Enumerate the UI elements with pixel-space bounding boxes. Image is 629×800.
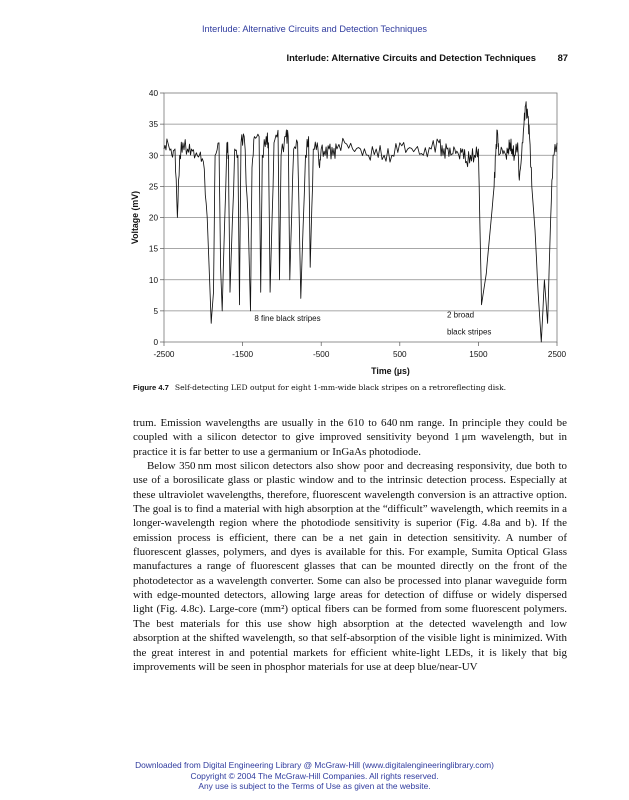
paragraph-2: Below 350 nm most silicon detectors also show poor and decreasing responsivity, due both to use of a borosilicate glass or plastic window and to the intrinsic detection process. Especially at these ultraviolet wavelengths, therefore, fluorescent wavelength conversion is an attractive option. The goal is to find a material with high absorption at the “difficult” wavelength, which reemits in a longer-wavelength region where the photodiode sensitivity is superior (Fig. 4.8a and b). If the emission process is efficient, there can be a net gain in detection sensitivity. A number of fluorescent glasses, polymers, and dyes is available for this. For example, Sumita Optical Glass manufactures a range of fluorescent glasses that can be mounted directly on the front of the photodetector as a wavelength converter. Some can also be processed into planar waveguide form with edge-mounted detectors, allowing large areas for detection of diffuse or widely dispersed light (Fig. 4.8c). Large-core (mm²) optical fibers can be formed from some fluorescent polymers. The best materials for this use show high absorption at the detected wavelength and low absorption at the shifted wavelength, so that self-absorption of the visible light is minimized. With the great interest in and potential markets for efficient white-light LEDs, it is likely that big improvements will be seen in phosphor materials for use at deep blue/near-UV <box>133 460 567 673</box>
y-tick-label: 0 <box>153 338 158 347</box>
x-axis-label: Time (µs) <box>371 366 410 376</box>
x-tick-label: 1500 <box>469 350 488 359</box>
body-text <box>133 416 567 674</box>
annotation-fine-stripes: 8 fine black stripes <box>254 313 321 323</box>
y-tick-label: 30 <box>148 151 158 161</box>
y-axis-label: Voltage (mV) <box>130 190 140 245</box>
footer-download-link[interactable]: Downloaded from Digital Engineering Library @ McGraw-Hill (www.digitalengineeringlibrary.com) <box>135 760 494 770</box>
x-tick-label: -2500 <box>153 350 175 359</box>
annotation-broad-stripes-line1: 2 broad <box>446 310 475 320</box>
running-title: Interlude: Alternative Circuits and Detection Techniques <box>286 52 536 63</box>
x-tick-label: -500 <box>313 350 330 359</box>
y-tick-label: 35 <box>148 120 158 130</box>
figure-caption <box>133 383 573 392</box>
y-tick-label: 20 <box>148 213 158 223</box>
series-line-led-output <box>164 102 557 342</box>
figure-caption-text: Self-detecting LED output for eight 1-mm-wide black stripes on a retroreflecting disk. <box>174 383 507 392</box>
x-tick-label: 2500 <box>547 350 567 359</box>
download-footer <box>0 760 629 792</box>
top-link[interactable]: Interlude: Alternative Circuits and Detection Techniques <box>201 24 428 34</box>
y-tick-label: 5 <box>153 306 158 316</box>
x-tick-label: -1500 <box>232 350 254 359</box>
footer-terms-link[interactable]: Any use is subject to the Terms of Use as given at the website. <box>198 781 431 791</box>
paragraph-1: trum. Emission wavelengths are usually in the 610 to 640 nm range. In principle they could be coupled with a silicon detector to give improved sensitivity beyond 1 μm wavelength, but in practice it is far better to use a germanium or InGaAs photodiode. <box>133 417 567 458</box>
figure-label: Figure 4.7 <box>133 383 169 392</box>
y-tick-label: 10 <box>148 275 158 285</box>
y-tick-label: 40 <box>148 89 158 98</box>
y-tick-label: 25 <box>148 182 158 192</box>
page-number: 87 <box>557 52 568 63</box>
x-tick-label: 500 <box>392 350 407 359</box>
annotation-broad-stripes-line2: black stripes <box>446 327 492 337</box>
footer-copyright: Copyright © 2004 The McGraw-Hill Companies. All rights reserved. <box>190 770 439 781</box>
y-tick-label: 15 <box>148 244 158 254</box>
voltage-time-chart <box>110 84 580 384</box>
